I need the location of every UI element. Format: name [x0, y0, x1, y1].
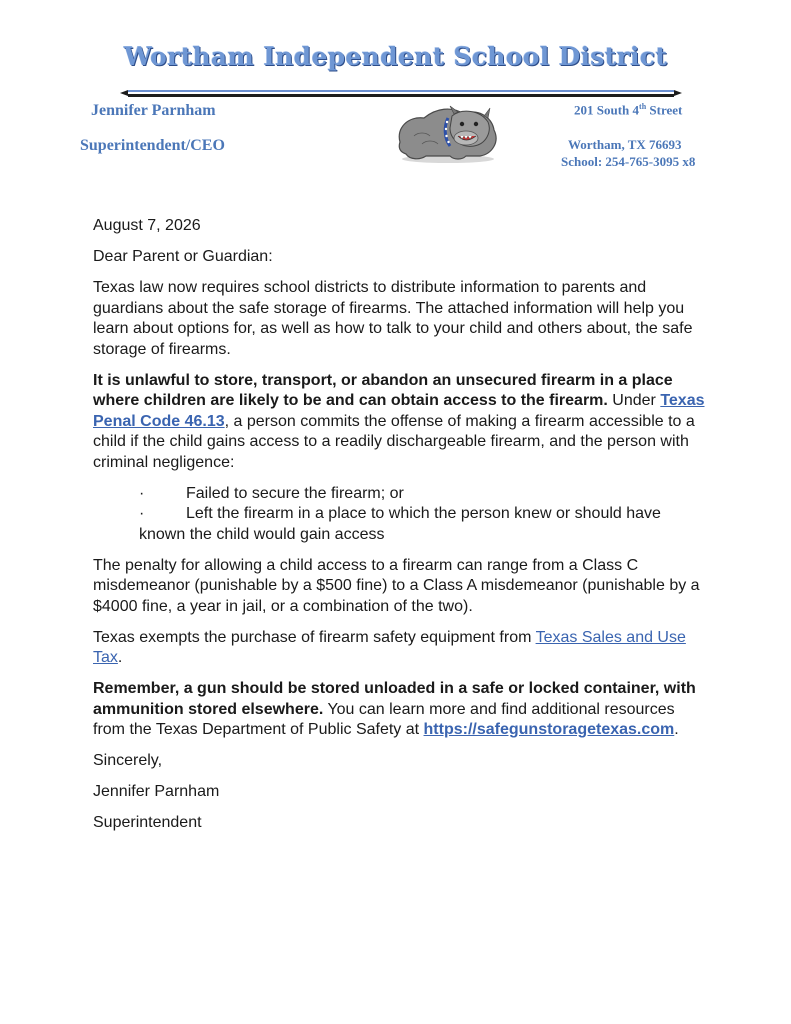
letter-closing: Sincerely, [93, 752, 163, 769]
paragraph-reminder [93, 679, 705, 741]
paragraph-penalty: The penalty for allowing a child access to a firearm can range from a Class C misdemeanor (punishable by a $500 fine) to a Class A misdemeanor (punishable by a $4000 fine, a year in jail, or a combination of the two). [93, 556, 700, 615]
safe-storage-website-link[interactable]: https://safegunstoragetexas.com [423, 721, 675, 738]
tax-post-link: . [117, 649, 123, 666]
paragraph-intro: Texas law now requires school districts to distribute information to parents and guardians about the safe storage of firearms. The attached information will help you learn about options for, as well as how to talk to your child and others about, the safe storage of firearms. [93, 279, 693, 358]
bullet-icon: · [139, 505, 145, 522]
superintendent-title: Superintendent/CEO [80, 137, 225, 154]
address-street-suffix: Street [646, 102, 683, 118]
signer-title: Superintendent [93, 814, 202, 831]
list-item [93, 504, 705, 545]
address-street [574, 102, 682, 118]
letter-date: August 7, 2026 [93, 217, 201, 234]
letter-salutation: Dear Parent or Guardian: [93, 248, 273, 265]
paragraph-law [93, 371, 705, 474]
paragraph-tax [93, 628, 705, 669]
list-item-text: Failed to secure the firearm; or [186, 484, 404, 502]
reminder-bold: Remember, a gun should be stored unloaded in a safe or locked container, with ammunition stored elsewhere. [93, 680, 696, 718]
negligence-list [93, 484, 705, 546]
list-item [93, 484, 705, 505]
letterhead-rule-blue [128, 90, 674, 92]
bulldog-mascot-icon [392, 98, 504, 164]
sales-tax-link[interactable]: Texas Sales and Use Tax [93, 628, 686, 666]
school-phone: School: 254-765-3095 x8 [561, 154, 696, 169]
letter-body [93, 216, 705, 844]
district-name: Wortham Independent School District [123, 42, 668, 71]
signer-name: Jennifer Parnham [93, 783, 220, 800]
address-city: Wortham, TX 76693 [568, 137, 682, 152]
letterhead-rule-right-cap [674, 90, 682, 96]
law-rest: , a person commits the offense of making a firearm accessible to a child if the child gains access to a readily dischargeable firearm, and the person with criminal negligence: [93, 412, 695, 471]
tax-pre-link: Texas exempts the purchase of firearm safety equipment from [93, 628, 536, 646]
reminder-rest: You can learn more and find additional resources from the Texas Department of Public Safety at [93, 700, 675, 738]
bullet-icon: · [139, 484, 145, 502]
address-street-sup: th [639, 102, 647, 111]
reminder-end: . [674, 721, 679, 738]
letterhead-rule-black [128, 94, 674, 97]
law-statement-bold: It is unlawful to store, transport, or abandon an unsecured firearm in a place where children are likely to be and can obtain access to the firearm. [93, 371, 673, 409]
address-street-prefix: 201 South 4 [574, 102, 640, 118]
penal-code-link[interactable]: Texas Penal Code 46.13 [93, 392, 705, 430]
list-item-text: Left the firearm in a place to which the person knew or should have known the child would gain access [139, 505, 661, 543]
superintendent-name: Jennifer Parnham [91, 102, 216, 119]
law-pre-link: Under [607, 392, 661, 409]
letterhead-rule-left-cap [120, 90, 128, 96]
